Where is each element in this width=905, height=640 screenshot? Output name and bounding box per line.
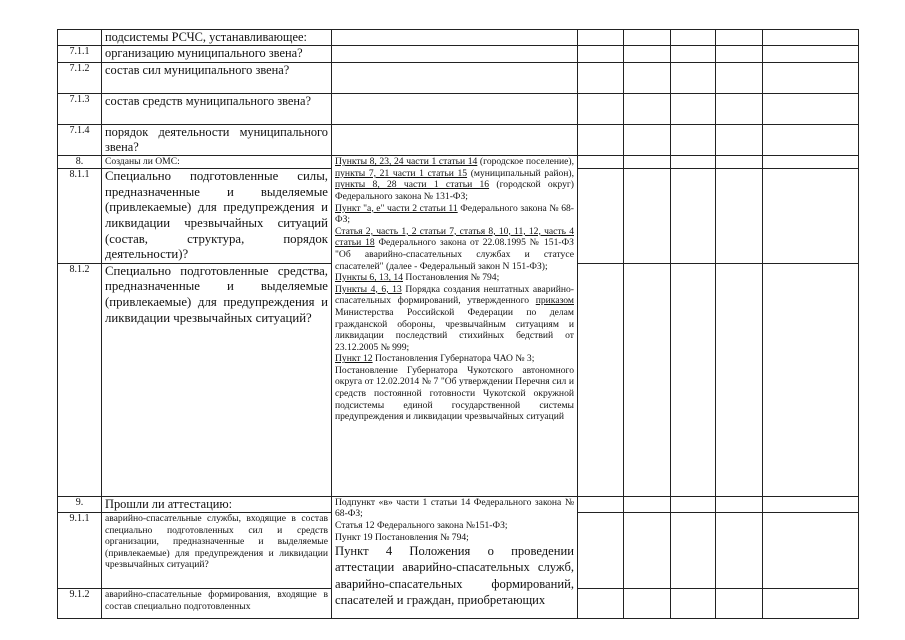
notes-cell[interactable] bbox=[763, 263, 859, 496]
item-number: 7.1.1 bbox=[58, 46, 102, 62]
table-row bbox=[58, 46, 859, 62]
question-text: подсистемы РСЧС, устанавливающее: bbox=[102, 30, 332, 46]
item-number: 8.1.2 bbox=[58, 263, 102, 496]
answer-yes-cell[interactable] bbox=[578, 496, 624, 512]
basis-paragraph: Пункт 4 Положения о проведении аттестации аварийно-спасательных служб, аварийно-спасательных формирований, спасателей и граждан, приобретающих bbox=[335, 544, 574, 608]
basis-text: (городское поселение), bbox=[477, 156, 574, 168]
table-row bbox=[58, 156, 859, 169]
basis-paragraph bbox=[335, 284, 574, 354]
basis-text: (муниципальный район), bbox=[467, 167, 574, 179]
answer-yes-cell[interactable] bbox=[578, 263, 624, 496]
basis-paragraph bbox=[335, 272, 574, 284]
item-number bbox=[58, 30, 102, 46]
basis-text: Федерального закона от 22.08.1995 № 151-ФЗ "Об аварийно-спасательных службах и статусе спасателей" (далее - Федеральный закон N 151-ФЗ); bbox=[335, 237, 574, 272]
basis-paragraph: Пункт 19 Постановления № 794; bbox=[335, 531, 469, 543]
item-number: 7.1.4 bbox=[58, 124, 102, 156]
question-text: Специально подготовленные средства, предназначенные и выделяемые (привлекаемые) для предупреждения и ликвидации чрезвычайных ситуаций? bbox=[102, 263, 332, 496]
notes-cell[interactable] bbox=[763, 589, 859, 619]
answer-no-cell[interactable] bbox=[624, 589, 671, 619]
question-text: Специально подготовленные силы, предназначенные и выделяемые (привлекаемые) для предупреждения и ликвидации чрезвычайных ситуаций (состав, структура, порядок деятельности)? bbox=[102, 169, 332, 264]
answer-no-cell[interactable] bbox=[624, 263, 671, 496]
table-row bbox=[58, 93, 859, 124]
basis-text: Министерства Российской Федерации по делам гражданской обороны, чрезвычайным ситуациям и ликвидации последствий стихийных бедствий от 23.12.2005 № 999; bbox=[335, 306, 574, 353]
answer-na-cell[interactable] bbox=[671, 496, 716, 512]
answer-no-cell[interactable] bbox=[624, 30, 671, 46]
answer-na-cell[interactable] bbox=[671, 156, 716, 169]
answer-yes-cell[interactable] bbox=[578, 169, 624, 264]
notes-cell[interactable] bbox=[763, 93, 859, 124]
question-text: аварийно-спасательные службы, входящие в состав специально подготовленных сил и средств организации, предназначенные и выделяемые (привлекаемые) для предупреждения и ликвидации чрезвычайных ситуаций? bbox=[102, 513, 332, 589]
basis-text: Федерального закона № 68-ФЗ; bbox=[335, 202, 574, 226]
basis-paragraph bbox=[335, 353, 574, 365]
basis-text: Порядка создания нештатных аварийно-спасательных формирований, утвержденного bbox=[335, 283, 574, 307]
comment-cell[interactable] bbox=[716, 30, 763, 46]
comment-cell[interactable] bbox=[716, 513, 763, 589]
comment-cell[interactable] bbox=[716, 93, 763, 124]
answer-yes-cell[interactable] bbox=[578, 30, 624, 46]
answer-na-cell[interactable] bbox=[671, 263, 716, 496]
answer-no-cell[interactable] bbox=[624, 93, 671, 124]
notes-cell[interactable] bbox=[763, 46, 859, 62]
notes-cell[interactable] bbox=[763, 30, 859, 46]
answer-no-cell[interactable] bbox=[624, 513, 671, 589]
notes-cell[interactable] bbox=[763, 513, 859, 589]
table-row bbox=[58, 30, 859, 46]
notes-cell[interactable] bbox=[763, 169, 859, 264]
comment-cell[interactable] bbox=[716, 156, 763, 169]
basis-paragraph bbox=[335, 203, 574, 226]
legal-basis-cell bbox=[332, 46, 578, 62]
comment-cell[interactable] bbox=[716, 62, 763, 93]
question-text: состав сил муниципального звена? bbox=[102, 62, 332, 93]
question-text: организацию муниципального звена? bbox=[102, 46, 332, 62]
legal-basis-cell bbox=[332, 156, 578, 497]
law-reference-link[interactable]: Пункты 6, 13, 14 bbox=[335, 272, 404, 284]
question-text: аварийно-спасательные формирования, входящие в состав специально подготовленных bbox=[102, 589, 332, 619]
comment-cell[interactable] bbox=[716, 169, 763, 264]
comment-cell[interactable] bbox=[716, 496, 763, 512]
law-reference-link[interactable]: Пункт "а, е" части 2 статьи 11 bbox=[335, 202, 458, 214]
answer-yes-cell[interactable] bbox=[578, 589, 624, 619]
answer-na-cell[interactable] bbox=[671, 169, 716, 264]
answer-no-cell[interactable] bbox=[624, 156, 671, 169]
answer-yes-cell[interactable] bbox=[578, 156, 624, 169]
answer-na-cell[interactable] bbox=[671, 46, 716, 62]
answer-yes-cell[interactable] bbox=[578, 124, 624, 156]
comment-cell[interactable] bbox=[716, 46, 763, 62]
legal-basis-cell bbox=[332, 93, 578, 124]
answer-na-cell[interactable] bbox=[671, 124, 716, 156]
table-row bbox=[58, 62, 859, 93]
basis-paragraph: Подпункт «в» части 1 статьи 14 Федерального закона № 68-ФЗ; bbox=[335, 496, 574, 520]
answer-no-cell[interactable] bbox=[624, 496, 671, 512]
legal-basis-cell bbox=[332, 62, 578, 93]
answer-yes-cell[interactable] bbox=[578, 513, 624, 589]
notes-cell[interactable] bbox=[763, 496, 859, 512]
comment-cell[interactable] bbox=[716, 124, 763, 156]
basis-paragraph: Статья 12 Федерального закона №151-ФЗ; bbox=[335, 519, 508, 531]
answer-yes-cell[interactable] bbox=[578, 62, 624, 93]
answer-no-cell[interactable] bbox=[624, 62, 671, 93]
law-reference-link[interactable]: Пункты 8, 23, 24 части 1 статьи 14 bbox=[335, 156, 478, 168]
law-reference-link[interactable]: пункты 7, 21 части 1 статьи 15 bbox=[335, 167, 468, 179]
law-reference-link[interactable]: Пункт 12 bbox=[335, 353, 373, 365]
comment-cell[interactable] bbox=[716, 263, 763, 496]
basis-paragraph bbox=[335, 156, 574, 202]
answer-na-cell[interactable] bbox=[671, 93, 716, 124]
item-number: 7.1.2 bbox=[58, 62, 102, 93]
question-text: Прошли ли аттестацию: bbox=[102, 496, 332, 512]
answer-na-cell[interactable] bbox=[671, 513, 716, 589]
law-reference-link[interactable]: Статья 2, часть 1, 2 статьи 7, статья 8, 10, 11, 12, часть 4 статьи 18 bbox=[335, 225, 574, 249]
answer-na-cell[interactable] bbox=[671, 589, 716, 619]
answer-yes-cell[interactable] bbox=[578, 46, 624, 62]
legal-basis-cell bbox=[332, 124, 578, 156]
basis-text: Постановления № 794; bbox=[403, 272, 500, 284]
notes-cell[interactable] bbox=[763, 124, 859, 156]
answer-yes-cell[interactable] bbox=[578, 93, 624, 124]
question-text: порядок деятельности муниципального звена? bbox=[102, 124, 332, 156]
answer-na-cell[interactable] bbox=[671, 62, 716, 93]
basis-text: (городской округ) Федерального закона № 131-ФЗ; bbox=[335, 179, 574, 202]
law-reference-link[interactable]: Пункты 4, 6, 13 bbox=[335, 283, 402, 295]
answer-no-cell[interactable] bbox=[624, 169, 671, 264]
notes-cell[interactable] bbox=[763, 62, 859, 93]
basis-paragraph bbox=[335, 226, 574, 272]
item-number: 9.1.2 bbox=[58, 589, 102, 619]
table-row bbox=[58, 496, 859, 512]
question-text: состав средств муниципального звена? bbox=[102, 93, 332, 124]
checklist-table bbox=[57, 29, 859, 619]
basis-text: Постановления Губернатора ЧАО № 3; bbox=[372, 353, 535, 365]
item-number: 8.1.1 bbox=[58, 169, 102, 264]
law-reference-link[interactable]: приказом bbox=[535, 295, 574, 307]
comment-cell[interactable] bbox=[716, 589, 763, 619]
law-reference-link[interactable]: пункты 8, 28 части 1 статьи 16 bbox=[335, 179, 490, 191]
table-row bbox=[58, 124, 859, 156]
item-number: 7.1.3 bbox=[58, 93, 102, 124]
basis-paragraph: Постановление Губернатора Чукотского автономного округа от 12.02.2014 № 7 "Об утверждении Перечня сил и средств постоянной готовности Чукотской окружной подсистемы единой государственной системы предупреждения и ликвидации чрезвычайных ситуаций bbox=[335, 364, 574, 423]
answer-no-cell[interactable] bbox=[624, 46, 671, 62]
legal-basis-cell bbox=[332, 496, 578, 618]
item-number: 8. bbox=[58, 156, 102, 169]
answer-no-cell[interactable] bbox=[624, 124, 671, 156]
legal-basis-cell bbox=[332, 30, 578, 46]
item-number: 9. bbox=[58, 496, 102, 512]
notes-cell[interactable] bbox=[763, 156, 859, 169]
question-text: Созданы ли ОМС: bbox=[102, 156, 332, 169]
item-number: 9.1.1 bbox=[58, 513, 102, 589]
answer-na-cell[interactable] bbox=[671, 30, 716, 46]
